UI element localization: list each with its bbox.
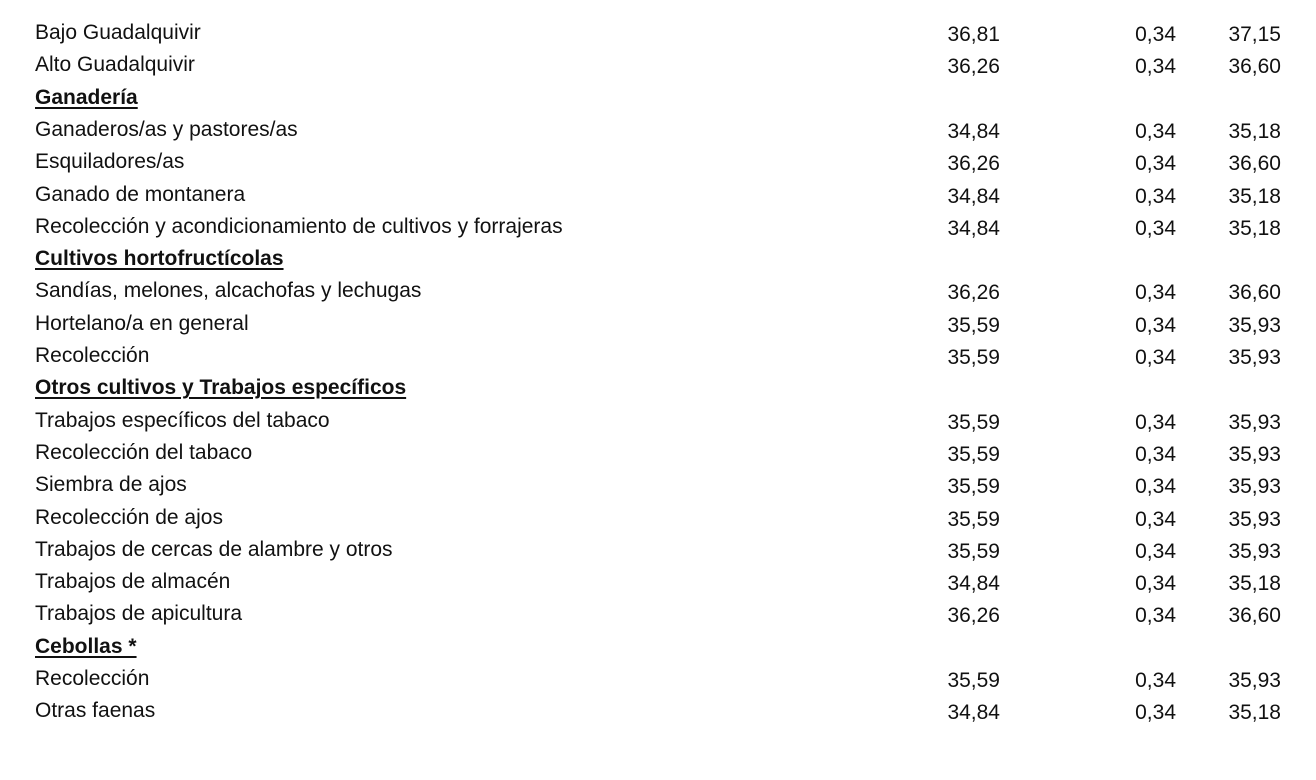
- table-row: [0, 469, 1316, 501]
- value-col-3: 35,93: [1228, 346, 1281, 369]
- section-heading: Ganadería: [35, 85, 138, 109]
- table-row: [0, 663, 1316, 695]
- value-col-1: 34,84: [947, 701, 1000, 725]
- table-row: [0, 534, 1316, 566]
- row-label: Trabajos específicos del tabaco: [35, 408, 330, 432]
- section-heading-row: [0, 631, 1316, 663]
- value-col-2: 0,34: [1135, 539, 1176, 563]
- row-label: Trabajos de cercas de alambre y otros: [35, 537, 393, 561]
- value-col-2: 0,34: [1135, 55, 1176, 79]
- value-col-2: 0,34: [1135, 313, 1176, 337]
- value-col-1: 35,59: [947, 669, 1000, 692]
- value-col-1: 36,81: [947, 23, 1000, 46]
- value-col-1: 36,26: [947, 55, 1000, 79]
- value-col-1: 34,84: [947, 119, 1000, 143]
- value-col-2: 0,34: [1135, 410, 1176, 434]
- table-row: [0, 146, 1316, 178]
- row-label: Alto Guadalquivir: [35, 53, 195, 77]
- row-label: Recolección del tabaco: [35, 440, 253, 464]
- value-col-2: 0,34: [1135, 475, 1176, 499]
- section-heading-row: [0, 372, 1316, 404]
- row-label: Siembra de ajos: [35, 473, 187, 497]
- value-col-1: 34,84: [947, 184, 1000, 208]
- value-col-1: 35,59: [947, 539, 1000, 563]
- row-label: Recolección de ajos: [35, 505, 223, 529]
- value-col-3: 35,93: [1228, 475, 1281, 499]
- row-label: Recolección: [35, 667, 150, 690]
- row-label: Sandías, melones, alcachofas y lechugas: [35, 279, 422, 303]
- value-col-3: 35,93: [1228, 313, 1281, 337]
- value-col-3: 35,18: [1228, 701, 1281, 725]
- table-row: [0, 340, 1316, 372]
- value-col-1: 35,59: [947, 442, 1000, 466]
- value-col-1: 34,84: [947, 216, 1000, 240]
- row-label: Ganado de montanera: [35, 182, 246, 206]
- value-col-2: 0,34: [1135, 152, 1176, 176]
- value-col-1: 36,26: [947, 281, 1000, 305]
- row-label: Recolección: [35, 344, 150, 367]
- value-col-2: 0,34: [1135, 216, 1176, 240]
- value-col-2: 0,34: [1135, 119, 1176, 143]
- value-col-1: 35,59: [947, 313, 1000, 337]
- table-row: [0, 179, 1316, 211]
- row-label: Trabajos de apicultura: [35, 602, 243, 626]
- table-row: [0, 405, 1316, 437]
- value-col-2: 0,34: [1135, 346, 1176, 369]
- value-col-3: 35,18: [1228, 119, 1281, 143]
- value-col-1: 35,59: [947, 410, 1000, 434]
- value-col-3: 35,93: [1228, 669, 1281, 692]
- row-label: Ganaderos/as y pastores/as: [35, 117, 298, 141]
- value-col-3: 36,60: [1228, 55, 1281, 79]
- value-col-3: 36,60: [1228, 152, 1281, 176]
- row-label: Otras faenas: [35, 699, 156, 723]
- table-row: [0, 17, 1316, 49]
- table-row: [0, 695, 1316, 727]
- section-heading: Cebollas *: [35, 634, 137, 658]
- table-row: [0, 598, 1316, 630]
- row-label: Bajo Guadalquivir: [35, 21, 201, 44]
- row-label: Esquiladores/as: [35, 150, 185, 174]
- value-col-2: 0,34: [1135, 669, 1176, 692]
- value-col-3: 35,93: [1228, 410, 1281, 434]
- value-col-2: 0,34: [1135, 572, 1176, 596]
- table-row: [0, 566, 1316, 598]
- row-label: Hortelano/a en general: [35, 311, 249, 335]
- value-col-1: 35,59: [947, 507, 1000, 531]
- value-col-1: 36,26: [947, 604, 1000, 628]
- section-heading: Cultivos hortofructícolas: [35, 247, 284, 271]
- value-col-2: 0,34: [1135, 701, 1176, 725]
- value-col-1: 34,84: [947, 572, 1000, 596]
- value-col-2: 0,34: [1135, 184, 1176, 208]
- table-row: [0, 114, 1316, 146]
- value-col-1: 35,59: [947, 475, 1000, 499]
- value-col-1: 35,59: [947, 346, 1000, 369]
- row-label: Recolección y acondicionamiento de cultivos y forrajeras: [35, 214, 563, 238]
- table-row: [0, 275, 1316, 307]
- value-col-3: 35,93: [1228, 442, 1281, 466]
- value-col-3: 36,60: [1228, 604, 1281, 628]
- table-row: [0, 308, 1316, 340]
- value-col-2: 0,34: [1135, 23, 1176, 46]
- value-col-3: 35,18: [1228, 184, 1281, 208]
- value-col-3: 35,18: [1228, 216, 1281, 240]
- table-row: [0, 437, 1316, 469]
- section-heading-row: [0, 82, 1316, 114]
- table-row: [0, 211, 1316, 243]
- value-col-1: 36,26: [947, 152, 1000, 176]
- value-col-3: 37,15: [1228, 23, 1281, 46]
- value-col-3: 35,93: [1228, 507, 1281, 531]
- section-heading: Otros cultivos y Trabajos específicos: [35, 376, 407, 400]
- table-row: [0, 49, 1316, 81]
- value-col-3: 36,60: [1228, 281, 1281, 305]
- section-heading-row: [0, 243, 1316, 275]
- value-col-2: 0,34: [1135, 507, 1176, 531]
- value-col-2: 0,34: [1135, 281, 1176, 305]
- value-col-2: 0,34: [1135, 604, 1176, 628]
- value-col-3: 35,93: [1228, 539, 1281, 563]
- table-row: [0, 502, 1316, 534]
- row-label: Trabajos de almacén: [35, 570, 231, 594]
- value-col-2: 0,34: [1135, 442, 1176, 466]
- value-col-3: 35,18: [1228, 572, 1281, 596]
